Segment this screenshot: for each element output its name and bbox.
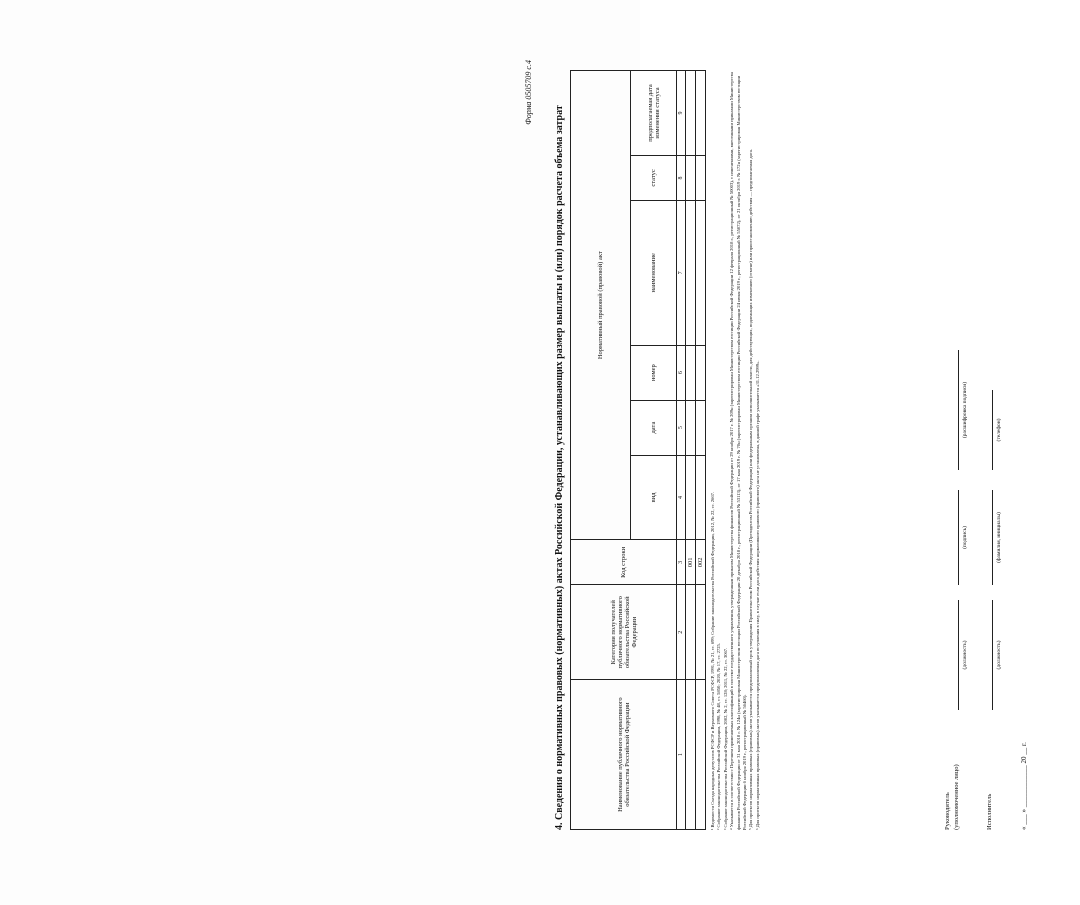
cell-type[interactable] [696, 455, 706, 540]
cell-number[interactable] [696, 345, 706, 400]
col-header-type: вид [631, 455, 677, 540]
caption-signature: (подпись) [962, 526, 968, 549]
col-number: 1 [677, 680, 686, 830]
cell-category[interactable] [696, 585, 706, 680]
cell-category[interactable] [686, 585, 696, 680]
caption-decoding: (расшифровка подписи) [962, 381, 968, 439]
col-number: 2 [677, 585, 686, 680]
col-header-planned-date: предполагаемая дата изменения статуса [631, 71, 677, 156]
head-signature-line[interactable] [958, 490, 959, 585]
section-title: 4. Сведения о нормативных правовых (нормативных) актах Российской Федерации, устанавливающих размер выплаты и (или) порядок расчета объема затрат [554, 105, 565, 830]
executor-position-line[interactable] [992, 600, 993, 710]
col-number: 6 [677, 345, 686, 400]
col-number: 9 [677, 71, 686, 156]
caption-executor-position: (должность) [996, 640, 1002, 670]
col-number: 8 [677, 155, 686, 200]
footnote: ² Собрание законодательства Российской Федерации, 1998, № 48, ст. 5850; 2020, № 17, ст. 2725. [716, 642, 722, 830]
caption-position: (должность) [962, 640, 968, 670]
executor-phone-line[interactable] [992, 390, 993, 470]
cell-planned-date[interactable] [686, 71, 696, 156]
head-sublabel: (уполномоченное лицо) [953, 764, 960, 830]
column-numbers-row [677, 71, 686, 830]
cell-date[interactable] [686, 400, 696, 455]
cell-title[interactable] [686, 200, 696, 345]
cell-type[interactable] [686, 455, 696, 540]
footnote: ⁶ Для проектов нормативных правовых (правовых) актов указывается предполагаемая дата вступления в силу, в случае если дата действия нормативного правового (правового) акта не установлена, в данной графе указывается «31.12.2999». [754, 360, 760, 830]
col-header-title: наименование [631, 200, 677, 345]
rotated-form [520, 60, 1080, 860]
col-header-npa-group: Нормативный правовой (правовой) акт [571, 71, 631, 540]
cell-row-code: 001 [686, 540, 696, 585]
col-number: 4 [677, 455, 686, 540]
head-position-line[interactable] [958, 600, 959, 710]
cell-status[interactable] [686, 155, 696, 200]
footnote: ⁵ Для проектов нормативных правовых (правовых) актов указывается предполагаемый срок утверждения Правительством Российской Федерации (Президентом Российской Федерации) или федеральным органом исполнительной власти, для действующих, подлежащих изменению (отмене) или приостановлению действия — предполагаемая дата. [748, 149, 754, 830]
table-row [686, 71, 696, 830]
npa-table [570, 70, 706, 830]
col-number: 5 [677, 400, 686, 455]
footnotes [710, 70, 761, 830]
col-header-category: Категория получателей публичного нормативного обязательства Российской Федерации [571, 585, 677, 680]
cell-planned-date[interactable] [696, 71, 706, 156]
date-field[interactable]: « ___ » ____________ 20 __ г. [1020, 742, 1028, 830]
footnote: ¹ Ведомости Съезда народных депутатов РСФСР и Верховного Совета РСФСР, 1991, № 21, ст. 699; Собрание законодательства Российской Федерации, 2012, № 22, ст. 2667. [710, 491, 715, 830]
head-label: Руководитель [944, 792, 951, 830]
cell-name[interactable] [686, 680, 696, 830]
cell-number[interactable] [686, 345, 696, 400]
col-header-row-code: Код строки [571, 540, 677, 585]
caption-phone: (телефон) [996, 418, 1002, 442]
col-number: 3 [677, 540, 686, 585]
cell-row-code: 002 [696, 540, 706, 585]
cell-date[interactable] [696, 400, 706, 455]
footnote: ⁴ Указывается в соответствии с Перечнем применяемых классификаций в системе государственного управления, утвержденным приказом Министерства финансов Российской Федерации от 29 ноября 2017 г. № 209н (зарегистрирован Министерством юстиции Российской Федерации 12 февраля 2018 г., регистрационный № 50003), с изменениями, внесенными приказами Министерства финансов Российской Федерации от 31 мая 2018 г. № 124н (зарегистрирован Министерством юстиции Российской Федерации 20 декабря 2018 г., регистрационный № 53113), от 17 мая 2019 г. № 70н (зарегистрирован Министерством юстиции Российской Федерации 24 июня 2019 г., регистрационный № 55072), от 21 октября 2019 г. № 172н (зарегистрирован Министерством юстиции Российской Федерации 6 ноября 2019 г., регистрационный № 56460). [729, 72, 748, 830]
table-row [696, 71, 706, 830]
col-header-name: Наименование публичного нормативного обязательства Российской Федерации [571, 680, 677, 830]
col-number: 7 [677, 200, 686, 345]
footnote: ³ Собрание законодательства Российской Федерации, 2002, № 2, ст. 128; 2011, № 22, ст. 3067. [722, 647, 728, 830]
col-header-number: номер [631, 345, 677, 400]
cell-name[interactable] [696, 680, 706, 830]
caption-fio: (фамилия, инициалы) [996, 512, 1002, 563]
head-decoding-line[interactable] [958, 350, 959, 470]
cell-title[interactable] [696, 200, 706, 345]
executor-fio-line[interactable] [992, 490, 993, 585]
form-code: Форма 0505709 с.4 [524, 60, 533, 125]
col-header-status: статус [631, 155, 677, 200]
col-header-date: дата [631, 400, 677, 455]
cell-status[interactable] [696, 155, 706, 200]
executor-label: Исполнитель [986, 793, 993, 830]
